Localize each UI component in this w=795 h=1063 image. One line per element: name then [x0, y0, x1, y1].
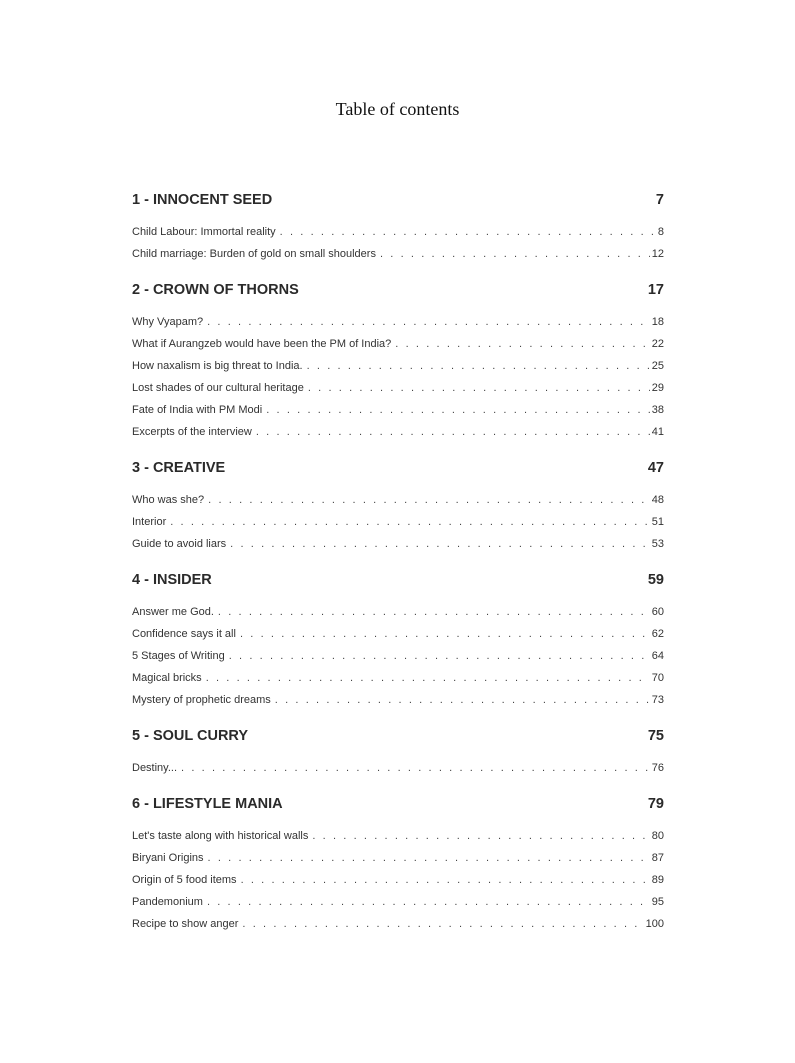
entry-title: Fate of India with PM Modi: [132, 404, 263, 416]
entry-title: Why Vyapam?: [132, 316, 204, 328]
chapter-page-number: 7: [655, 192, 664, 208]
entry-page-number: 18: [651, 316, 664, 328]
chapter-title: 4 - INSIDER: [132, 572, 212, 588]
dot-leader: [206, 667, 650, 689]
entry-page-number: 73: [651, 694, 664, 706]
entry-page-number: 76: [651, 762, 664, 774]
chapter-title: 1 - INNOCENT SEED: [132, 192, 273, 208]
entry-page-number: 25: [651, 360, 664, 372]
entry-page-number: 8: [657, 226, 664, 238]
toc-entry[interactable]: [132, 645, 664, 667]
dot-leader: [395, 333, 649, 355]
entry-page-number: 53: [651, 538, 664, 550]
toc-entry[interactable]: [132, 757, 664, 779]
entry-page-number: 95: [651, 896, 664, 908]
entry-title: Child marriage: Burden of gold on small shoulders: [132, 248, 376, 260]
dot-leader: [241, 869, 650, 891]
toc-entry[interactable]: [132, 333, 664, 355]
dot-leader: [208, 847, 650, 869]
toc-entry[interactable]: [132, 489, 664, 511]
dot-leader: [181, 757, 650, 779]
entry-page-number: 89: [651, 874, 664, 886]
dot-leader: [275, 689, 650, 711]
page-title: Table of contents: [335, 99, 460, 119]
dot-leader: [229, 645, 650, 667]
entry-page-number: 87: [651, 852, 664, 864]
entry-title: Confidence says it all: [132, 628, 236, 640]
entry-page-number: 70: [651, 672, 664, 684]
chapter-title: 5 - SOUL CURRY: [132, 728, 249, 744]
entry-page-number: 48: [651, 494, 664, 506]
chapter-page-number: 59: [647, 572, 664, 588]
dot-leader: [207, 311, 650, 333]
dot-leader: [380, 243, 650, 265]
entry-title: What if Aurangzeb would have been the PM of India?: [132, 338, 392, 350]
entry-title: Biryani Origins: [132, 852, 204, 864]
entry-title: Answer me God.: [132, 606, 214, 618]
entry-title: Recipe to show anger: [132, 918, 239, 930]
chapter-page-number: 17: [647, 282, 664, 298]
entry-page-number: 60: [651, 606, 664, 618]
chapter-section: [132, 282, 664, 443]
toc-entry[interactable]: [132, 869, 664, 891]
toc-entry[interactable]: [132, 825, 664, 847]
entry-title: Pandemonium: [132, 896, 203, 908]
entry-page-number: 51: [651, 516, 664, 528]
entry-page-number: 80: [651, 830, 664, 842]
dot-leader: [230, 533, 650, 555]
entry-title: Guide to avoid liars: [132, 538, 227, 550]
dot-leader: [207, 891, 650, 913]
entry-page-number: 64: [651, 650, 664, 662]
chapter-section: [132, 460, 664, 555]
toc-entry[interactable]: [132, 355, 664, 377]
chapter-heading[interactable]: [132, 728, 664, 752]
dot-leader: [280, 221, 656, 243]
toc-entry[interactable]: [132, 221, 664, 243]
chapter-heading[interactable]: [132, 192, 664, 216]
dot-leader: [242, 913, 643, 935]
dot-leader: [170, 511, 650, 533]
chapter-section: [132, 572, 664, 711]
entry-title: Origin of 5 food items: [132, 874, 237, 886]
entry-title: Interior: [132, 516, 167, 528]
toc-entry[interactable]: [132, 421, 664, 443]
toc-entry[interactable]: [132, 667, 664, 689]
table-of-contents: [132, 192, 664, 952]
chapter-page-number: 79: [647, 796, 664, 812]
chapter-page-number: 47: [647, 460, 664, 476]
entry-title: Let's taste along with historical walls: [132, 830, 309, 842]
dot-leader: [312, 825, 649, 847]
toc-entry[interactable]: [132, 533, 664, 555]
entry-page-number: 12: [651, 248, 664, 260]
chapter-title: 6 - LIFESTYLE MANIA: [132, 796, 283, 812]
entry-page-number: 41: [651, 426, 664, 438]
entry-page-number: 38: [651, 404, 664, 416]
entry-title: Child Labour: Immortal reality: [132, 226, 276, 238]
toc-entry[interactable]: [132, 847, 664, 869]
dot-leader: [256, 421, 650, 443]
toc-entry[interactable]: [132, 601, 664, 623]
entry-title: Magical bricks: [132, 672, 202, 684]
chapter-heading[interactable]: [132, 282, 664, 306]
entry-page-number: 100: [645, 918, 664, 930]
entry-title: Mystery of prophetic dreams: [132, 694, 271, 706]
chapter-heading[interactable]: [132, 796, 664, 820]
toc-entry[interactable]: [132, 623, 664, 645]
entry-title: Destiny...: [132, 762, 178, 774]
toc-entry[interactable]: [132, 891, 664, 913]
dot-leader: [240, 623, 650, 645]
dot-leader: [266, 399, 650, 421]
toc-entry[interactable]: [132, 913, 664, 935]
chapter-section: [132, 796, 664, 935]
dot-leader: [307, 355, 650, 377]
chapter-page-number: 75: [647, 728, 664, 744]
entry-page-number: 29: [651, 382, 664, 394]
toc-entry[interactable]: [132, 311, 664, 333]
dot-leader: [218, 601, 650, 623]
chapter-section: [132, 192, 664, 265]
entry-title: How naxalism is big threat to India.: [132, 360, 303, 372]
toc-entry[interactable]: [132, 243, 664, 265]
toc-entry[interactable]: [132, 511, 664, 533]
toc-entry[interactable]: [132, 377, 664, 399]
entry-title: Lost shades of our cultural heritage: [132, 382, 304, 394]
entry-title: Excerpts of the interview: [132, 426, 252, 438]
entry-page-number: 22: [651, 338, 664, 350]
entry-title: 5 Stages of Writing: [132, 650, 225, 662]
chapter-section: [132, 728, 664, 779]
dot-leader: [308, 377, 650, 399]
toc-entry[interactable]: [132, 689, 664, 711]
entry-title: Who was she?: [132, 494, 205, 506]
toc-entry[interactable]: [132, 399, 664, 421]
entry-page-number: 62: [651, 628, 664, 640]
chapter-heading[interactable]: [132, 460, 664, 484]
chapter-heading[interactable]: [132, 572, 664, 596]
chapter-title: 3 - CREATIVE: [132, 460, 226, 476]
dot-leader: [208, 489, 650, 511]
chapter-title: 2 - CROWN OF THORNS: [132, 282, 299, 298]
